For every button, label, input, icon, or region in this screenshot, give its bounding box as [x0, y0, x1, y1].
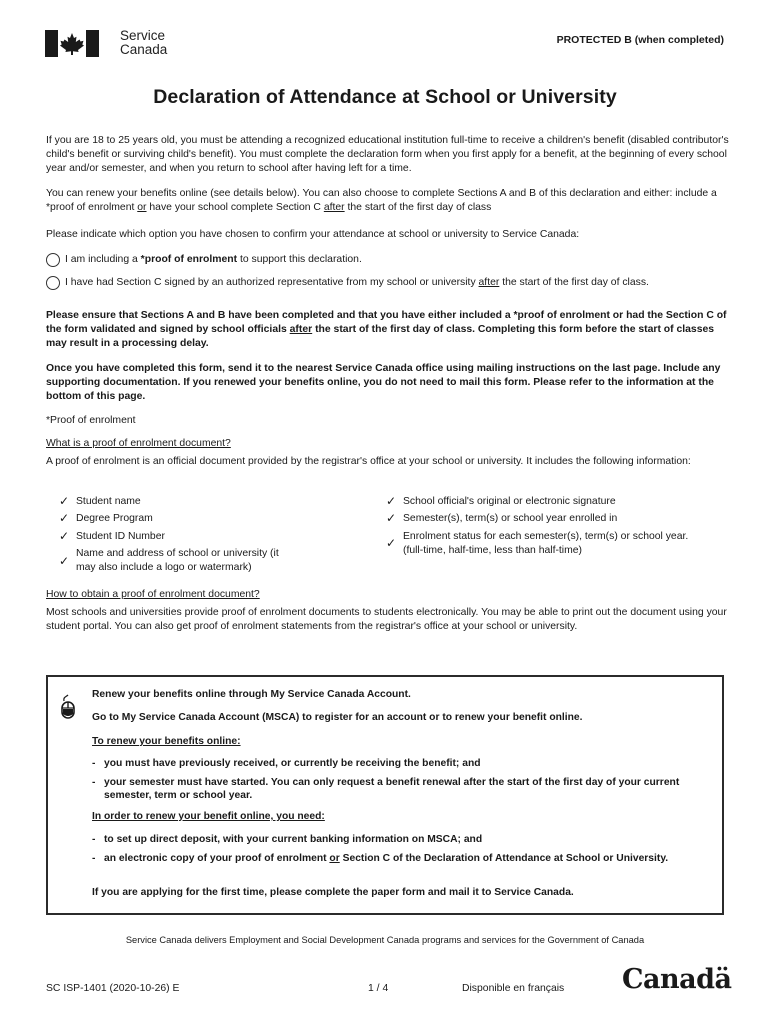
- checklist-item: [59, 512, 359, 526]
- checklist-item-label: School official's original or electronic signature: [403, 496, 616, 507]
- checklist-item: [59, 547, 299, 575]
- radio-proof-of-enrolment[interactable]: [46, 253, 60, 267]
- list-item-text: your semester must have started. You can only request a benefit renewal after the start of the first day of your current semester, term or school year.: [104, 776, 680, 802]
- radio-section-c[interactable]: [46, 276, 60, 290]
- checkmark-icon: ✓: [386, 511, 397, 526]
- option-2-after: after: [478, 277, 500, 289]
- checkmark-icon: ✓: [59, 553, 70, 568]
- proof-question-2: How to obtain a proof of enrolment document?: [46, 589, 260, 600]
- proof-checklist-right: [386, 495, 706, 561]
- renew-list-1: [92, 757, 712, 803]
- checklist-item-label: Enrolment status for each semester(s), term(s) or school year. (full-time, half-time, less than half-time): [403, 530, 689, 556]
- checklist-item-label: Degree Program: [76, 513, 153, 525]
- checklist-item-label: Semester(s), term(s) or school year enrolled in: [403, 513, 618, 525]
- proof-heading: *Proof of enrolment: [46, 415, 136, 426]
- option-1-text-b: to support this declaration.: [237, 254, 362, 266]
- option-1-text-a: I am including a: [65, 254, 141, 266]
- checkmark-icon: ✓: [386, 536, 397, 551]
- proof-answer-1: A proof of enrolment is an official document provided by the registrar's office at your school or university. It includes the following information:: [46, 456, 691, 467]
- proof-answer-2: Most schools and universities provide proof of enrolment documents to students electronically. You may be able to print out the document using your student portal. You can also get proof of enrolment statements from the registrar's office at your school or university.: [46, 607, 727, 632]
- checklist-item: [386, 512, 706, 526]
- checkmark-icon: ✓: [386, 494, 397, 508]
- fip-line-2: Canada: [120, 42, 168, 57]
- renew-line-2: Go to My Service Canada Account (MSCA) to register for an account or to renew your benefit online.: [92, 712, 583, 723]
- list-item-text: you must have previously received, or currently be receiving the benefit; and: [104, 758, 481, 769]
- intro-p2-after: after: [323, 201, 345, 213]
- option-2-text-a: I have had Section C signed by an authorized representative from my school or university: [65, 277, 479, 289]
- fip-signature: [120, 29, 167, 57]
- dash-marker: -: [92, 758, 96, 769]
- footer-note: Service Canada delivers Employment and Social Development Canada programs and services for the Government of Canada: [125, 935, 645, 945]
- proof-checklist-left: [59, 495, 359, 579]
- option-section-c[interactable]: [46, 276, 736, 290]
- page-number: 1 / 4: [368, 983, 389, 994]
- checkmark-icon: ✓: [59, 511, 70, 526]
- checklist-item-label: Name and address of school or university (it may also include a logo or watermark): [76, 548, 279, 574]
- option-2-text-b: the start of the first day of class.: [499, 277, 649, 289]
- list-item-or: or: [329, 852, 340, 864]
- intro-paragraph-3: Please indicate which option you have chosen to confirm your attendance at school or university to Service Canada:: [46, 229, 580, 240]
- protected-label: PROTECTED B (when completed): [556, 34, 724, 46]
- notice-1-after: after: [289, 323, 313, 335]
- page-title: Declaration of Attendance at School or University: [153, 86, 617, 108]
- option-1-label: [65, 253, 362, 267]
- notice-1-text-b: the start of the first day of class. Completing this form before the start of classes may result in a processing delay.: [46, 323, 715, 349]
- list-item-text-b: Section C of the Declaration of Attendance at School or University.: [339, 852, 669, 864]
- canada-wordmark: Canadä: [622, 964, 732, 995]
- notice-paragraph-2: Once you have completed this form, send it to the nearest Service Canada office using mailing instructions on the last page. Include any supporting documentation. If you renewed your benefits online, you do not need to mail this form. Please refer to the information at the bottom of this page.: [46, 363, 721, 402]
- list-item: [92, 833, 712, 847]
- checklist-item-label: Student name: [76, 496, 141, 507]
- checklist-item-label: Student ID Number: [76, 530, 165, 542]
- list-item: [92, 852, 712, 866]
- option-2-label: [65, 276, 649, 290]
- checklist-item: [59, 495, 359, 509]
- notice-paragraph-1: [46, 309, 730, 350]
- list-item-text: [104, 852, 668, 866]
- renew-list-2: [92, 833, 712, 865]
- dash-marker: -: [92, 834, 96, 845]
- checklist-item: [386, 495, 706, 509]
- checklist-item: [59, 530, 359, 544]
- intro-p2-or: or: [137, 201, 147, 213]
- dash-marker: -: [92, 852, 96, 864]
- french-availability: Disponible en français: [462, 983, 565, 994]
- renew-subheading-1: To renew your benefits online:: [92, 736, 241, 747]
- intro-p2-part-c: the start of the first day of class: [344, 201, 492, 213]
- list-item: [92, 757, 712, 771]
- renew-closing: If you are applying for the first time, please complete the paper form and mail it to Service Canada.: [92, 887, 574, 898]
- canada-flag-icon: [45, 30, 99, 57]
- fip-line-1: Service: [120, 28, 166, 43]
- option-proof-of-enrolment[interactable]: [46, 253, 736, 267]
- intro-paragraph-1: If you are 18 to 25 years old, you must be attending a recognized educational institution full-time to receive a children's benefit (disabled contributor's child's benefit or surviving child's benefit). You must complete the declaration form when you first apply for a benefit, at the beginning of every school year and/or semester, and when you return to school after having left for a time.: [46, 135, 729, 174]
- renew-line-1: Renew your benefits online through My Service Canada Account.: [92, 689, 411, 700]
- checkmark-icon: ✓: [59, 528, 70, 543]
- dash-marker: -: [92, 776, 96, 788]
- intro-p2-part-b: have your school complete Section C: [146, 201, 324, 213]
- notice-1-text-a: Please ensure that Sections A and B have been completed and that you have either included a *proof of enrolment or had the Section C of the form validated and signed by school officials: [46, 310, 727, 335]
- checklist-item: [386, 530, 696, 558]
- intro-p2-part-a: You can renew your benefits online (see details below). You can also choose to complete Sections A and B of this declaration and either: include a *proof of enrolment: [46, 188, 717, 213]
- renew-subheading-2: In order to renew your benefit online, you need:: [92, 811, 325, 822]
- proof-question-1: What is a proof of enrolment document?: [46, 438, 231, 449]
- option-1-text-bold: *proof of enrolment: [140, 254, 238, 266]
- list-item-text-a: an electronic copy of your proof of enrolment: [104, 852, 330, 864]
- intro-paragraph-2: [46, 187, 730, 215]
- list-item-text: to set up direct deposit, with your current banking information on MSCA; and: [104, 834, 483, 845]
- form-identifier: SC ISP-1401 (2020-10-26) E: [46, 983, 180, 994]
- checkmark-icon: ✓: [59, 494, 70, 508]
- list-item: [92, 776, 712, 803]
- computer-mouse-icon: [60, 694, 76, 720]
